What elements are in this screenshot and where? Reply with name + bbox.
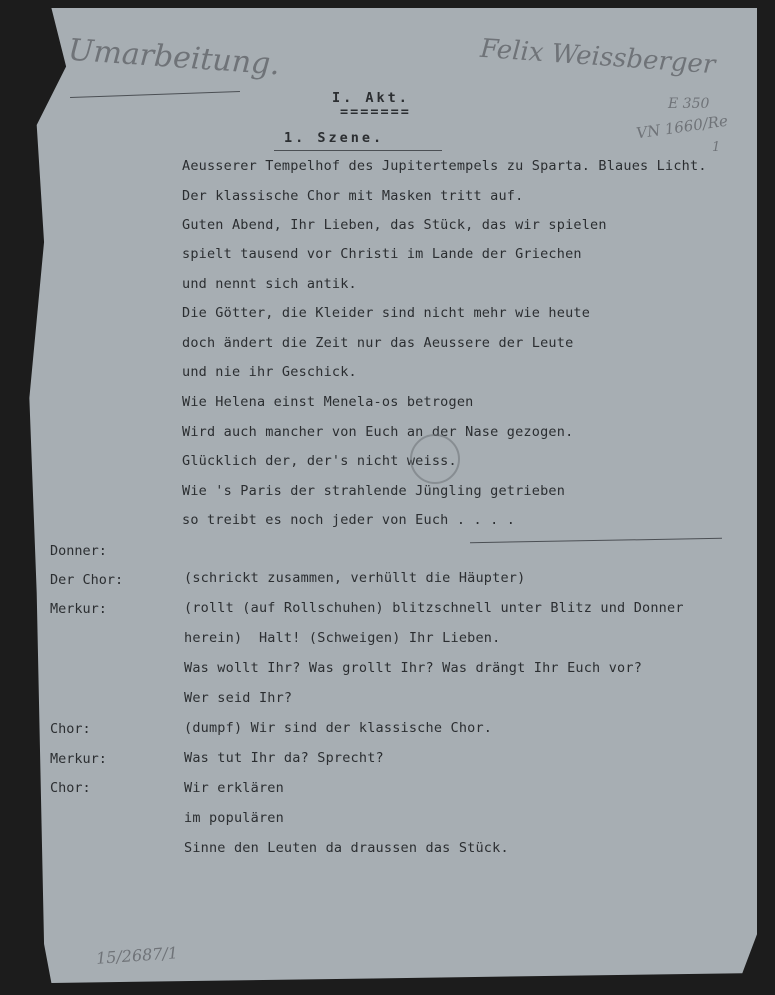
intro-line: Der klassische Chor mit Masken tritt auf. [182, 188, 524, 204]
intro-line: so treibt es noch jeder von Euch . . . . [182, 512, 516, 528]
archive-reference-1: E 350 [668, 96, 710, 112]
speaker-label: Der Chor: [50, 572, 124, 588]
intro-line: Glücklich der, der's nicht weiss. [182, 453, 457, 469]
archive-reference-2: VN 1660/Re [635, 111, 729, 143]
act-heading: I. Akt. [332, 90, 410, 106]
dialogue-line: (dumpf) Wir sind der klassische Chor. [184, 720, 493, 736]
intro-line: spielt tausend vor Christi im Lande der Griechen [182, 246, 582, 262]
handwritten-signature: Felix Weissberger [479, 33, 717, 81]
intro-line: doch ändert die Zeit nur das Aeussere der Leute [182, 335, 574, 351]
intro-line: und nennt sich antik. [182, 276, 357, 292]
intro-line: Wie 's Paris der strahlende Jüngling getrieben [182, 483, 566, 499]
scene-heading: 1. Szene. [284, 130, 385, 146]
intro-line: Aeusserer Tempelhof des Jupitertempels zu Sparta. Blaues Licht. [182, 158, 707, 174]
dialogue-line: herein) Halt! (Schweigen) Ihr Lieben. [184, 630, 501, 646]
intro-line: und nie ihr Geschick. [182, 364, 357, 380]
speaker-label: Chor: [50, 721, 91, 737]
dialogue-line: (rollt (auf Rollschuhen) blitzschnell unter Blitz und Donner [184, 600, 684, 616]
handwritten-title: Umarbeitung. [67, 32, 281, 83]
archive-reference-3: 1 [712, 140, 721, 155]
speaker-label: Chor: [50, 780, 91, 796]
dialogue-line: Wer seid Ihr? [184, 690, 293, 706]
dialogue-line: im populären [184, 810, 284, 826]
intro-line: Guten Abend, Ihr Lieben, das Stück, das wir spielen [182, 217, 607, 233]
scene-underline [274, 150, 442, 151]
speaker-label: Merkur: [50, 601, 107, 617]
act-rule: ======= [340, 104, 411, 120]
dialogue-line: Was tut Ihr da? Sprecht? [184, 750, 384, 766]
intro-line: Wird auch mancher von Euch an der Nase gezogen. [182, 424, 574, 440]
dialogue-line: Sinne den Leuten da draussen das Stück. [184, 840, 509, 856]
speaker-label: Donner: [50, 543, 107, 559]
intro-line: Wie Helena einst Menela-os betrogen [182, 394, 474, 410]
dialogue-line: (schrickt zusammen, verhüllt die Häupter) [184, 570, 526, 586]
archive-stamp [410, 434, 460, 484]
speaker-label: Merkur: [50, 751, 107, 767]
archive-number: 15/2687/1 [95, 943, 179, 968]
dialogue-line: Wir erklären [184, 780, 284, 796]
intro-line: Die Götter, die Kleider sind nicht mehr wie heute [182, 305, 591, 321]
dialogue-line: Was wollt Ihr? Was grollt Ihr? Was drängt Ihr Euch vor? [184, 660, 643, 676]
